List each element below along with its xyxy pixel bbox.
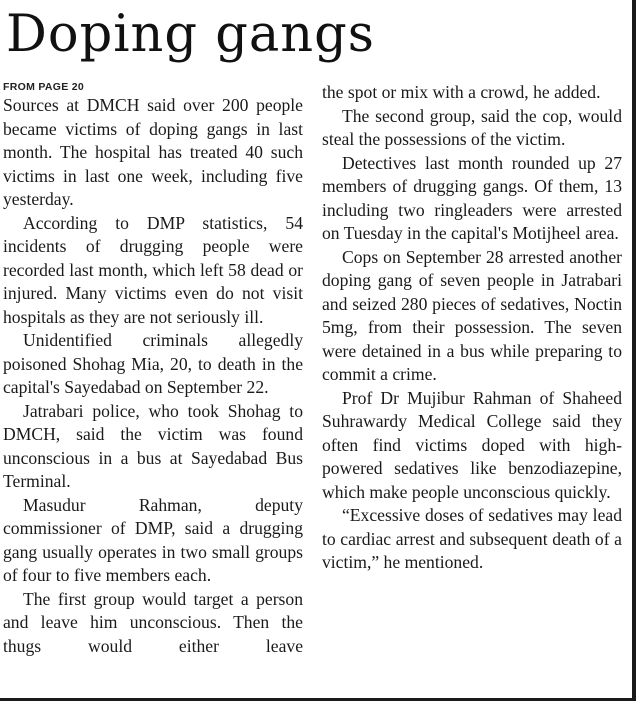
paragraph: Detectives last month rounded up 27 members of drugging gangs. Of them, 13 including two ringleaders were arrested on Tuesday in the capital's Motijheel area. xyxy=(322,152,622,243)
headline: Doping gangs xyxy=(6,5,375,64)
paragraph: “Excessive doses of sedatives may lead to cardiac arrest and subsequent death of a victim,” he mentioned. xyxy=(322,505,622,572)
paragraph: Masudur Rahman, deputy commissioner of DMP, said a drugging gang usually operates in two small groups of four to five members each. xyxy=(3,494,303,585)
paragraph: Prof Dr Mujibur Rahman of Shaheed Suhrawardy Medical College said they often find victims doped with high-powered sedatives like benzodiazepine, which make people unconscious quickly. xyxy=(322,387,622,502)
right-column xyxy=(322,81,622,575)
paragraph: Sources at DMCH said over 200 people became victims of doping gangs in last month. The hospital has treated 40 such victims in last one week, including five yesterday. xyxy=(3,95,303,209)
paragraph: According to DMP statistics, 54 incidents of drugging people were recorded last month, which left 58 dead or injured. Many victims even do not visit hospitals as they are not seriously ill. xyxy=(3,212,303,327)
left-column xyxy=(3,80,303,658)
continuation-kicker: FROM PAGE 20 xyxy=(3,81,85,93)
paragraph: the spot or mix with a crowd, he added. xyxy=(322,82,601,102)
paragraph: The first group would target a person and leave him unconscious. Then the thugs would either leave xyxy=(3,588,303,656)
paragraph: Cops on September 28 arrested another doping gang of seven people in Jatrabari and seized 280 pieces of sedatives, Noctin 5mg, from their possession. The seven were detained in a bus while preparing to commit a crime. xyxy=(322,246,622,384)
paragraph: Jatrabari police, who took Shohag to DMCH, said the victim was found unconscious in a bus at Sayedabad Bus Terminal. xyxy=(3,400,303,491)
paragraph: Unidentified criminals allegedly poisoned Shohag Mia, 20, to death in the capital's Sayedabad on September 22. xyxy=(3,330,303,397)
paragraph: The second group, said the cop, would steal the possessions of the victim. xyxy=(322,105,622,149)
